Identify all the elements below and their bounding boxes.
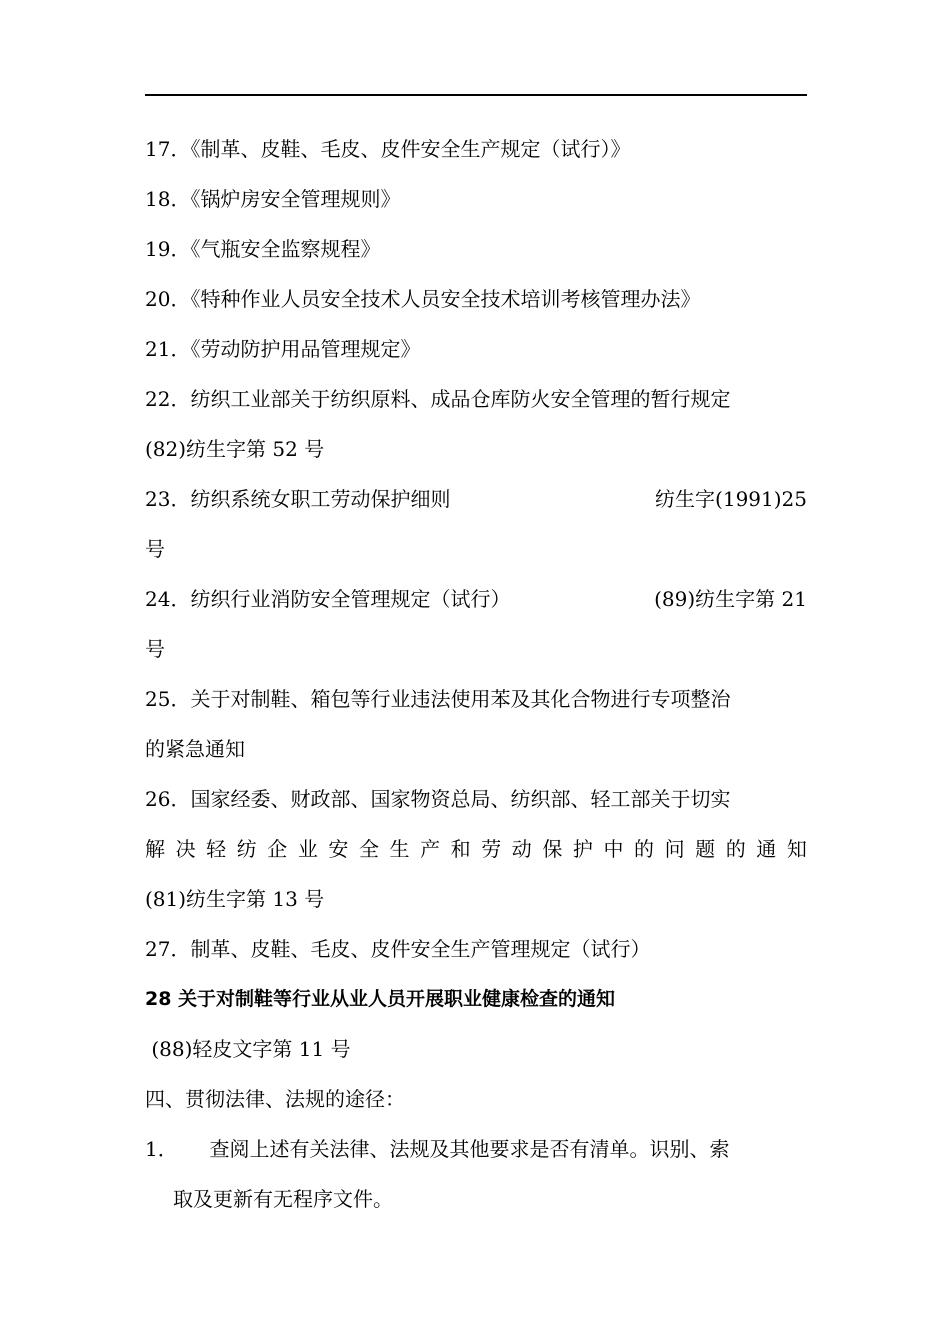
list-item-21: 21．《劳动防护用品管理规定》 (145, 337, 421, 361)
list-item-24-ref: (89)纺生字第 21 (654, 587, 807, 611)
justified-char: 安 (328, 837, 349, 861)
list-item-25: 25．关于对制鞋、箱包等行业违法使用苯及其化合物进行专项整治 (145, 687, 731, 711)
justified-char: 通 (756, 837, 777, 861)
list-item-24-ref-cont: 号 (145, 637, 165, 661)
list-item-17: 17．《制革、皮鞋、毛皮、皮件安全生产规定（试行）》 (145, 137, 631, 161)
justified-char: 产 (420, 837, 441, 861)
list-item-25-cont: 的紧急通知 (145, 737, 245, 761)
list-item-27: 27．制革、皮鞋、毛皮、皮件安全生产管理规定（试行） (145, 937, 651, 961)
justified-char: 决 (175, 837, 196, 861)
list-item-22: 22．纺织工业部关于纺织原料、成品仓库防火安全管理的暂行规定 (145, 387, 731, 411)
justified-char: 题 (695, 837, 716, 861)
justified-char: 和 (450, 837, 471, 861)
justified-char: 保 (542, 837, 563, 861)
list-item-26-cont (145, 832, 807, 866)
list-item-26: 26．国家经委、财政部、国家物资总局、纺织部、轻工部关于切实 (145, 787, 731, 811)
justified-char: 企 (267, 837, 288, 861)
section-heading: 四、贯彻法律、法规的途径： (145, 1087, 405, 1111)
justified-char: 的 (725, 837, 746, 861)
list-item-23 (145, 482, 807, 516)
justified-char: 的 (634, 837, 654, 861)
list-item-26-ref: (81)纺生字第 13 号 (145, 887, 325, 911)
step-1-cont: 取及更新有无程序文件。 (173, 1187, 393, 1211)
list-item-19: 19．《气瓶安全监察规程》 (145, 237, 381, 261)
list-item-28: 28 关于对制鞋等行业从业人员开展职业健康检查的通知 (145, 988, 616, 1010)
list-item-22-ref: (82)纺生字第 52 号 (145, 437, 325, 461)
list-item-23-ref: 纺生字(1991)25 (655, 487, 807, 511)
justified-char: 轻 (206, 837, 227, 861)
list-item-23-title: 23．纺织系统女职工劳动保护细则 (145, 487, 451, 511)
list-item-18: 18．《锅炉房安全管理规则》 (145, 187, 401, 211)
justified-char: 动 (511, 837, 532, 861)
step-1: 1． 查阅上述有关法律、法规及其他要求是否有清单。识别、索 (145, 1137, 730, 1161)
list-item-20: 20．《特种作业人员安全技术人员安全技术培训考核管理办法》 (145, 287, 701, 311)
justified-char: 中 (603, 837, 624, 861)
justified-char: 全 (358, 837, 379, 861)
justified-char: 纺 (236, 837, 257, 861)
list-item-24-title: 24．纺织行业消防安全管理规定（试行） (145, 587, 511, 611)
justified-char: 业 (297, 837, 318, 861)
justified-char: 解 (145, 837, 165, 861)
header-rule (145, 94, 807, 96)
justified-char: 生 (389, 837, 410, 861)
justified-char: 知 (786, 837, 807, 861)
list-item-28-ref: (88)轻皮文字第 11 号 (145, 1037, 351, 1061)
list-item-24 (145, 582, 807, 616)
list-item-23-ref-cont: 号 (145, 537, 165, 561)
justified-char: 问 (664, 837, 685, 861)
justified-char: 护 (572, 837, 593, 861)
justified-char: 劳 (481, 837, 502, 861)
